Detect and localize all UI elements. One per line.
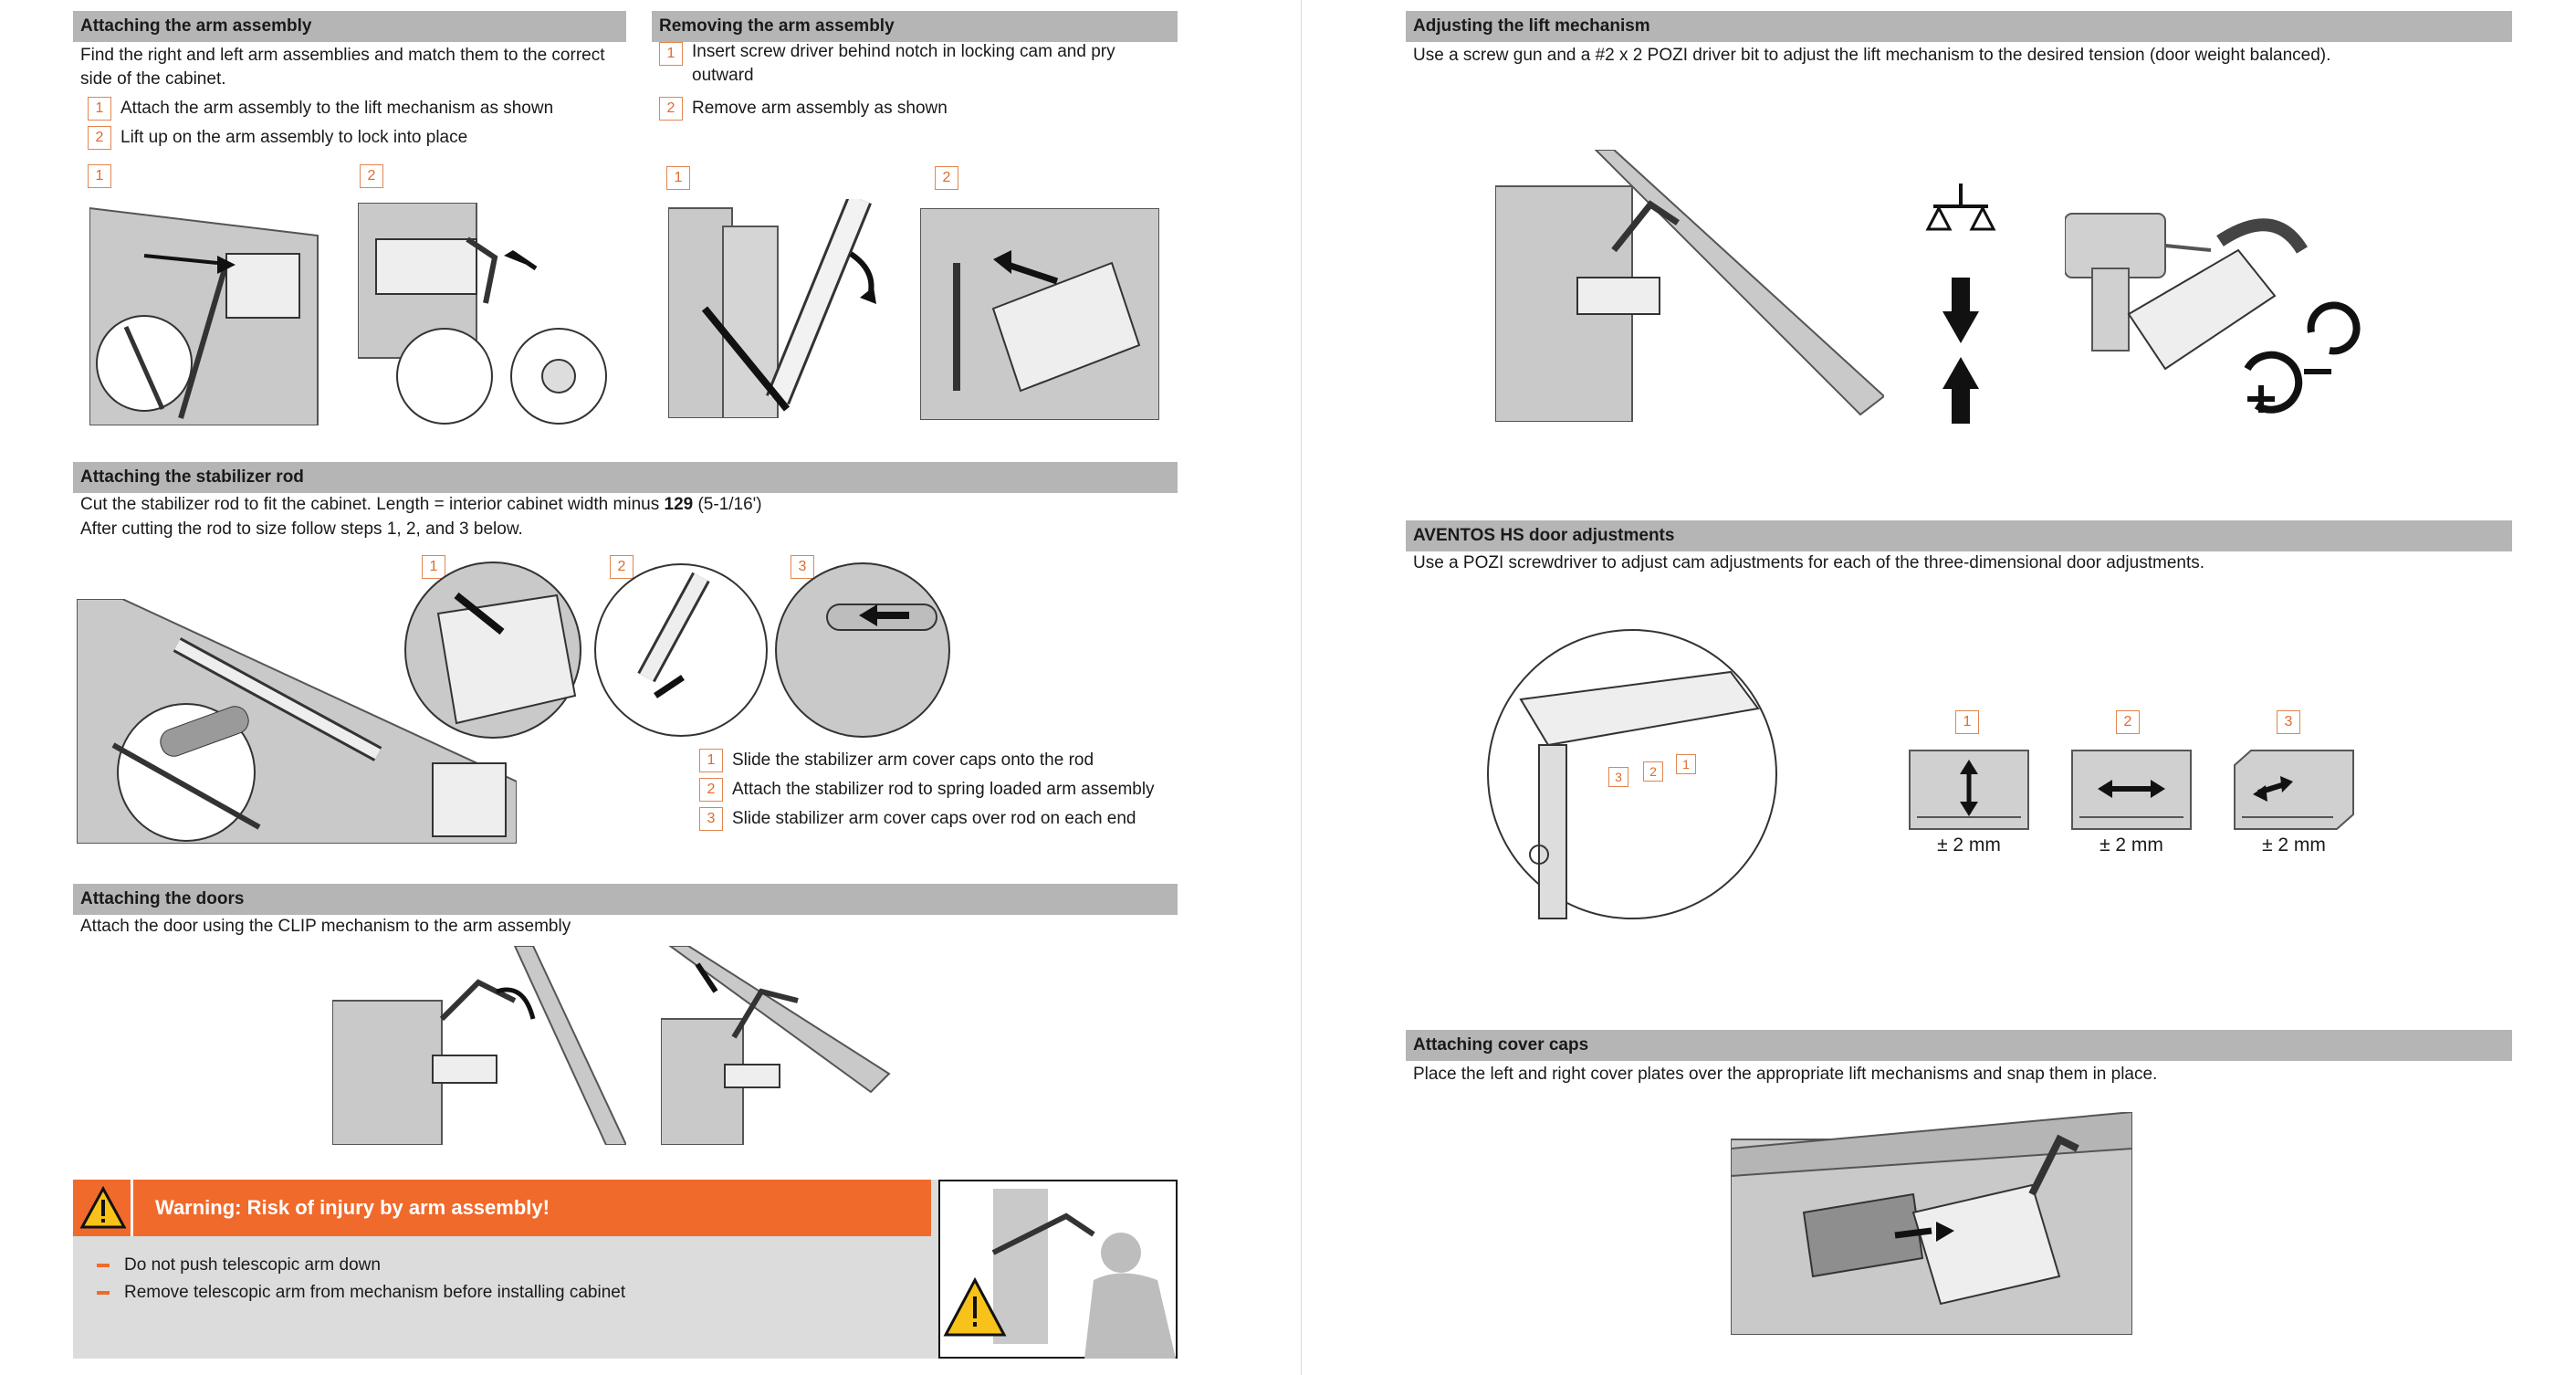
adjustment-value-1: ± 2 mm xyxy=(1937,834,2001,855)
stabilizer-step-2 xyxy=(699,776,1155,803)
attach-arm-figure-1 xyxy=(89,199,338,425)
lift-description: Use a screw gun and a #2 x 2 POZI driver bit to adjust the lift mechanism to the desired tension (door weight balanced). xyxy=(1413,46,2331,65)
remove-arm-figure-2 xyxy=(920,208,1159,420)
figure-label-3: 3 xyxy=(791,555,814,579)
step-number: 1 xyxy=(88,97,111,121)
remove-arm-step-1 xyxy=(659,40,1170,88)
adjustment-value-2: ± 2 mm xyxy=(2100,834,2163,855)
section-header-cover-caps: Attaching cover caps xyxy=(1406,1030,2512,1061)
figure-label-2: 2 xyxy=(360,164,383,188)
adjustment-label-1: 1 xyxy=(1955,710,1979,734)
section-header-door-adjustments: AVENTOS HS door adjustments xyxy=(1406,520,2512,551)
step-text: Slide the stabilizer arm cover caps onto the rod xyxy=(732,750,1094,770)
attach-arm-step-2 xyxy=(88,124,467,152)
step-text: Insert screw driver behind notch in locking cam and pry outward xyxy=(692,42,1115,85)
figure-label-1: 1 xyxy=(422,555,445,579)
warning-panel xyxy=(73,1180,1178,1359)
attach-arm-description: Find the right and left arm assemblies and match them to the correct side of the cabinet. xyxy=(80,46,605,89)
section-header-lift: Adjusting the lift mechanism xyxy=(1406,11,2512,42)
doors-description: Attach the door using the CLIP mechanism to the arm assembly xyxy=(80,917,571,936)
callout-3: 3 xyxy=(1608,767,1628,787)
step-text: Lift up on the arm assembly to lock into place xyxy=(120,128,468,147)
figure-label-1: 1 xyxy=(666,166,690,190)
step-number: 3 xyxy=(699,807,723,831)
adjustment-label-3: 3 xyxy=(2277,710,2300,734)
vertical-adjustment-icon xyxy=(1908,749,2030,831)
figure-label-1: 1 xyxy=(88,164,111,188)
step-number: 2 xyxy=(699,778,723,802)
callout-2: 2 xyxy=(1643,761,1663,782)
step-number: 1 xyxy=(699,749,723,772)
warning-title-bar xyxy=(73,1180,931,1236)
step-text: Remove arm assembly as shown xyxy=(692,99,948,118)
door-adjustment-detail-figure xyxy=(1484,626,1780,922)
doors-figure-1 xyxy=(332,946,626,1145)
bullet-dash xyxy=(97,1264,110,1267)
section-header-doors: Attaching the doors xyxy=(73,884,1178,915)
remove-arm-step-2 xyxy=(659,95,948,122)
step-text: Attach the stabilizer rod to spring loaded arm assembly xyxy=(732,780,1155,799)
page-divider xyxy=(1301,0,1302,1375)
step-text: Attach the arm assembly to the lift mechanism as shown xyxy=(120,99,554,118)
callout-1: 1 xyxy=(1676,754,1696,774)
stabilizer-step-1 xyxy=(699,747,1094,774)
warning-triangle-icon xyxy=(73,1180,133,1236)
bullet-text: Remove telescopic arm from mechanism before installing cabinet xyxy=(124,1283,626,1302)
section-header-remove-arm: Removing the arm assembly xyxy=(652,11,1178,42)
section-header-attach-arm: Attaching the arm assembly xyxy=(73,11,626,42)
figure-label-2: 2 xyxy=(935,166,958,190)
horizontal-adjustment-icon xyxy=(2070,749,2193,831)
adjustment-label-2: 2 xyxy=(2116,710,2140,734)
depth-adjustment-icon xyxy=(2233,749,2355,831)
step-text: Slide stabilizer arm cover caps over rod on each end xyxy=(732,809,1136,828)
stabilizer-step-1-figure xyxy=(402,559,584,741)
figure-label-2: 2 xyxy=(610,555,634,579)
screw-gun-figure xyxy=(2065,195,2375,424)
attach-arm-step-1 xyxy=(88,95,553,122)
step-number: 1 xyxy=(659,42,683,66)
stabilizer-step-2-figure xyxy=(592,559,770,741)
doors-figure-2 xyxy=(661,946,907,1145)
attach-arm-figure-2 xyxy=(358,203,613,427)
bullet-dash xyxy=(97,1291,110,1295)
adjustment-value-3: ± 2 mm xyxy=(2262,834,2326,855)
cover-caps-description: Place the left and right cover plates over the appropriate lift mechanisms and snap them in place. xyxy=(1413,1065,2158,1084)
warning-title: Warning: Risk of injury by arm assembly! xyxy=(155,1196,550,1219)
bullet-text: Do not push telescopic arm down xyxy=(124,1255,381,1275)
warning-bullet-2 xyxy=(97,1280,625,1306)
section-header-stabilizer: Attaching the stabilizer rod xyxy=(73,462,1178,493)
step-number: 2 xyxy=(659,97,683,121)
warning-illustration xyxy=(938,1180,1178,1359)
step-number: 2 xyxy=(88,126,111,150)
stabilizer-step-3 xyxy=(699,805,1136,833)
lift-mechanism-figure xyxy=(1495,150,1884,422)
desc-text: (5-1/16') xyxy=(693,495,762,514)
door-adjustments-description: Use a POZI screwdriver to adjust cam adjustments for each of the three-dimensional door adjustments. xyxy=(1413,553,2205,572)
stabilizer-step-3-figure xyxy=(772,559,953,741)
warning-bullet-1 xyxy=(97,1253,381,1278)
stabilizer-description-2: After cutting the rod to size follow steps 1, 2, and 3 below. xyxy=(80,520,523,539)
weight-balance-icon xyxy=(1924,179,1997,425)
cover-caps-figure xyxy=(1731,1112,2132,1335)
remove-arm-figure-1 xyxy=(668,199,907,418)
desc-text: Cut the stabilizer rod to fit the cabinet. Length = interior cabinet width minus xyxy=(80,495,665,514)
desc-bold-value: 129 xyxy=(664,495,694,514)
stabilizer-description xyxy=(80,493,762,517)
